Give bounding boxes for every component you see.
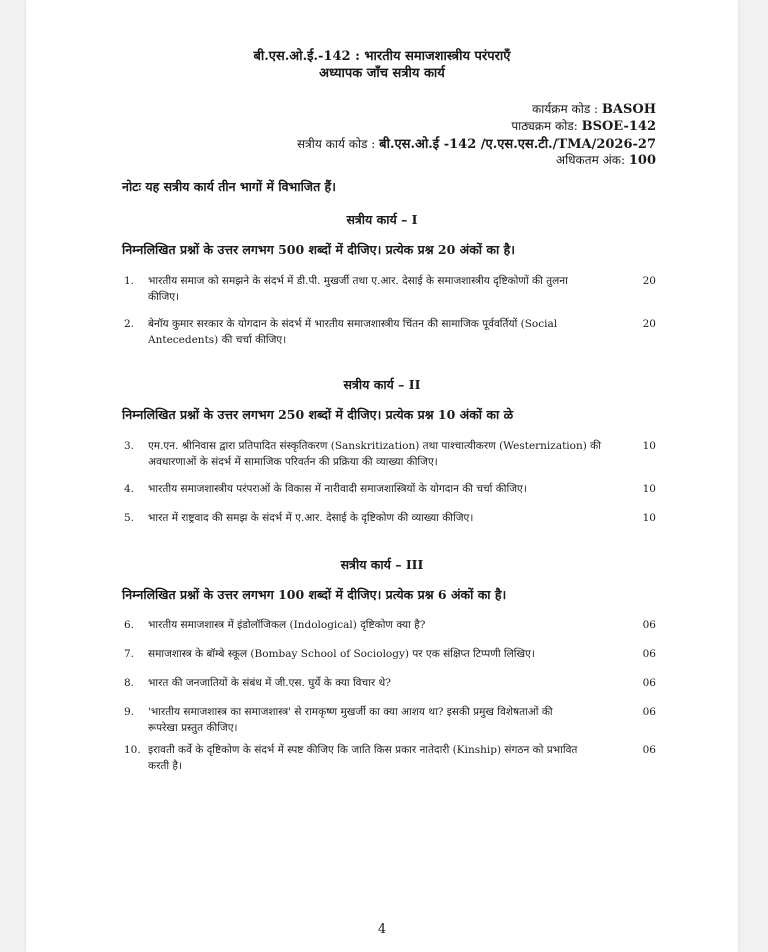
max-marks-line (556, 151, 656, 168)
section-heading-1: सत्रीय कार्य – I (346, 212, 418, 227)
page-number: 4 (377, 922, 387, 937)
question-line: भारतीय समाज को समझने के संदर्भ में डी.पी. मुखर्जी तथा ए.आर. देसाई के समाजशास्त्रीय दृष्टिकोणों की तुलना (148, 275, 568, 287)
question-text (148, 438, 618, 470)
course-title: बी.एस.ओ.ई.-142 : भारतीय समाजशास्त्रीय परंपराएँ (253, 49, 511, 64)
question-line: करती है। (148, 760, 182, 772)
question-text (148, 316, 618, 348)
assignment-code-line (297, 134, 656, 152)
question-line: समाजशास्त्र के बॉम्बे स्कूल (Bombay School of Sociology) पर एक संक्षिप्त टिप्पणी लिखिए। (148, 648, 535, 660)
question-marks: 20 (642, 318, 656, 330)
section-instruction-3: निम्नलिखित प्रश्नों के उत्तर लगभग 100 शब्दों में दीजिए। प्रत्येक प्रश्न 6 अंकों का है। (122, 587, 507, 602)
question-marks: 06 (642, 744, 656, 756)
question-line: एम.एन. श्रीनिवास द्वारा प्रतिपादित संस्कृतिकरण (Sanskritization) तथा पाश्चात्यीकरण (Westernization) की (148, 440, 601, 452)
course-code-line (511, 117, 656, 134)
note: नोटः यह सत्रीय कार्य तीन भागों में विभाजित हैं। (122, 179, 336, 194)
section-instruction-2: निम्नलिखित प्रश्नों के उत्तर लगभग 250 शब्दों में दीजिए। प्रत्येक प्रश्न 10 अंकों का ळे (122, 407, 514, 422)
question-number: 1. (124, 275, 135, 287)
question-text (148, 675, 618, 691)
question-marks: 10 (642, 483, 656, 495)
question-line: बेनॉय कुमार सरकार के योगदान के संदर्भ में भारतीय समाजशास्त्रीय चिंतन की सामाजिक पूर्ववर्तियों (Social (148, 318, 558, 330)
max-marks: 100 (628, 153, 656, 168)
assignment-code: बी.एस.ओ.ई -142 /ए.एस.एस.टी./TMA/2026-27 (379, 137, 656, 152)
question-line: इरावती कर्वे के दृष्टिकोण के संदर्भ में स्पष्ट कीजिए कि जाति किस प्रकार नातेदारी (Kinship) संगठन को प्रभावित (148, 744, 578, 756)
question-line: भारतीय समाजशास्त्र में इंडोलॉजिकल (Indological) दृष्टिकोण क्या है? (148, 619, 426, 631)
programme-code: BASOH (601, 102, 656, 117)
document-page (26, 0, 738, 952)
question-line: भारत की जनजातियों के संबंध में जी.एस. घुर्ये के क्या विचार थे? (148, 677, 391, 689)
question-number: 9. (124, 706, 135, 718)
question-marks: 06 (642, 677, 656, 689)
course-code-label: पाठ्यक्रम कोड: (511, 119, 582, 133)
assignment-code-label: सत्रीय कार्य कोड : (297, 137, 380, 151)
programme-code-label: कार्यक्रम कोड : (532, 102, 602, 116)
programme-code-line (532, 100, 656, 117)
question-marks: 10 (642, 440, 656, 452)
question-number: 8. (124, 677, 135, 689)
question-text (148, 704, 618, 736)
question-marks: 06 (642, 706, 656, 718)
question-marks: 10 (642, 512, 656, 524)
question-number: 7. (124, 648, 135, 660)
section-heading-2: सत्रीय कार्य – II (343, 377, 421, 392)
max-marks-label: अधिकतम अंक: (555, 153, 629, 167)
question-line: भारतीय समाजशास्त्रीय परंपराओं के विकास में नारीवादी समाजशास्त्रियों के योगदान की चर्चा कीजिए। (148, 483, 527, 495)
question-number: 5. (124, 512, 135, 524)
question-line: रूपरेखा प्रस्तुत कीजिए। (148, 722, 238, 734)
question-number: 4. (124, 483, 135, 495)
question-line: Antecedents) की चर्चा कीजिए। (148, 334, 287, 346)
section-heading-3: सत्रीय कार्य – III (340, 557, 424, 572)
question-text (148, 510, 618, 526)
question-marks: 06 (642, 619, 656, 631)
question-line: अवधारणाओं के संदर्भ में सामाजिक परिवर्तन की प्रक्रिया की व्याख्या कीजिए। (148, 456, 438, 468)
question-number: 10. (124, 744, 141, 756)
question-text (148, 617, 618, 633)
question-text (148, 481, 618, 497)
question-line: भारत में राष्ट्रवाद की समझ के संदर्भ में ए.आर. देसाई के दृष्टिकोण की व्याख्या कीजिए। (148, 512, 474, 524)
question-marks: 06 (642, 648, 656, 660)
assignment-title: अध्यापक जाँच सत्रीय कार्य (319, 66, 445, 81)
question-text (148, 273, 618, 305)
question-number: 2. (124, 318, 135, 330)
question-text (148, 742, 618, 774)
section-instruction-1: निम्नलिखित प्रश्नों के उत्तर लगभग 500 शब्दों में दीजिए। प्रत्येक प्रश्न 20 अंकों का है। (122, 242, 515, 257)
question-line: 'भारतीय समाजशास्त्र का समाजशास्त्र' से रामकृष्ण मुखर्जी का क्या आशय था? इसकी प्रमुख विशेषताओं की (148, 706, 553, 718)
course-code: BSOE-142 (581, 119, 656, 134)
question-marks: 20 (642, 275, 656, 287)
question-number: 6. (124, 619, 135, 631)
question-text (148, 646, 618, 662)
question-number: 3. (124, 440, 135, 452)
question-line: कीजिए। (148, 291, 180, 303)
